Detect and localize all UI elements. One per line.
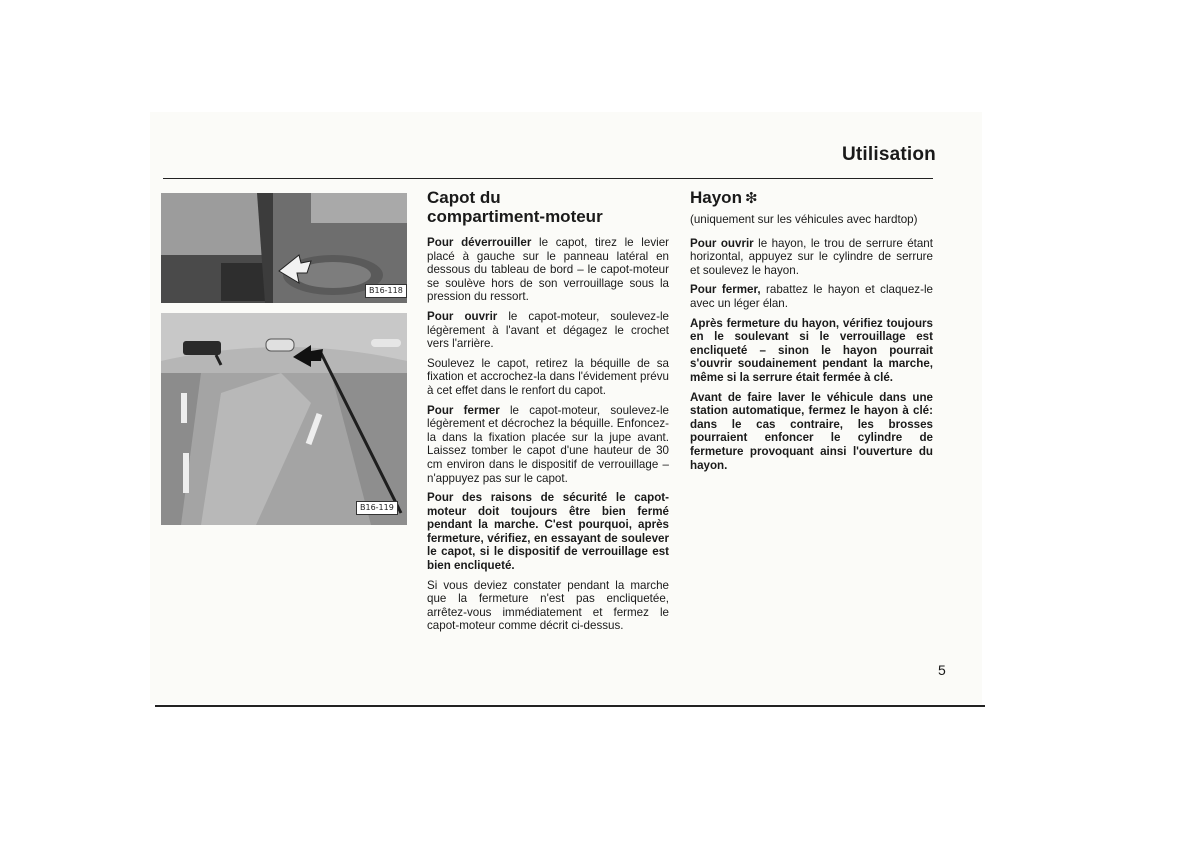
hood-stay-photo xyxy=(161,313,407,525)
section-title-capot xyxy=(427,188,669,226)
figure-label-1: B16-118 xyxy=(365,284,407,298)
paragraph-lead: Pour déverrouiller xyxy=(427,236,532,249)
paragraph-fermer xyxy=(427,404,669,486)
page-number: 5 xyxy=(938,662,946,678)
section-title-hayon xyxy=(690,188,933,208)
paragraph-hayon-fermer xyxy=(690,283,933,310)
paragraph-hardtop: (uniquement sur les véhicules avec hardtop) xyxy=(690,213,918,226)
paragraph-hayon-lavage: Avant de faire laver le véhicule dans une station automatique, fermez le hayon à clé: dans le cas contraire, les brosses pourraient enfoncer le cylindre de fermeture provoquant ainsi l'ouverture du hayon. xyxy=(690,390,933,472)
section-capot xyxy=(427,188,669,639)
paragraph-marche: Si vous deviez constater pendant la marche que la fermeture n'est pas encliquetée, arrêtez-vous immédiatement et fermez le capot-moteur comme décrit ci-dessus. xyxy=(427,578,669,633)
page-header-title: Utilisation xyxy=(841,144,936,165)
paragraph-lead: Pour fermer, xyxy=(690,283,761,297)
paragraph-deverrouiller xyxy=(427,236,669,304)
figure-label-2: B16-119 xyxy=(356,501,398,515)
section-title-hayon-text: Hayon xyxy=(690,188,742,207)
paragraph-hayon-verification: Après fermeture du hayon, vérifiez toujours en le soulevant si le verrouillage est encliqueté – sinon le hayon pourrait s'ouvrir soudainement pendant la marche, même si la serrure était fermée à clé. xyxy=(690,316,933,384)
paragraph-text: le capot, tirez le levier placé à gauche sur le panneau latéral en dessous du tableau de bord – le capot-moteur se soulève hors de son verrouillage sous la pression du ressort. xyxy=(427,236,670,304)
paragraph-lead: Pour ouvrir xyxy=(427,309,498,323)
section-hayon xyxy=(690,188,933,478)
paragraph-bequille: Soulevez le capot, retirez la béquille de sa fixation et accrochez-la dans l'évidement prévu à cet effet dans le renfort du capot. xyxy=(427,356,669,397)
paragraph-text: rabattez le hayon et claquez-le avec un léger élan. xyxy=(690,283,933,310)
section-title-capot-line2: compartiment-moteur xyxy=(427,207,603,226)
hardtop-symbol-icon: ❇ xyxy=(744,190,758,207)
figure-hood-stay-rod xyxy=(161,313,407,525)
paragraph-text: le capot-moteur, soulevez-le légèrement et décrochez la béquille. Enfoncez-la dans la fixation placée sur la jupe avant. Laissez tomber le capot d'une hauteur de 30 cm environ dans le dispositif de verrouillage – n'appuyez pas sur le capot. xyxy=(427,403,669,485)
paragraph-hayon-ouvrir xyxy=(690,237,933,278)
header-divider xyxy=(163,178,933,179)
footer-divider xyxy=(155,705,985,707)
paragraph-ouvrir xyxy=(427,310,669,351)
figure-hood-release-lever xyxy=(161,193,407,303)
paragraph-lead: Pour fermer xyxy=(427,403,500,417)
paragraph-text: le capot-moteur, soulevez-le légèrement à l'avant et dégagez le crochet vers l'arrière. xyxy=(427,309,669,351)
section-title-capot-line1: Capot du xyxy=(427,188,501,207)
paragraph-lead: Pour ouvrir xyxy=(690,236,754,250)
paragraph-text: le hayon, le trou de serrure étant horizontal, appuyez sur le cylindre de serrure et soulevez le hayon. xyxy=(690,236,933,277)
paragraph-securite: Pour des raisons de sécurité le capot-moteur doit toujours être bien fermé pendant la marche. C'est pourquoi, après fermeture, vérifiez, en essayant de soulever le capot, si le dispositif de verrouillage est bien encliqueté. xyxy=(427,491,669,573)
